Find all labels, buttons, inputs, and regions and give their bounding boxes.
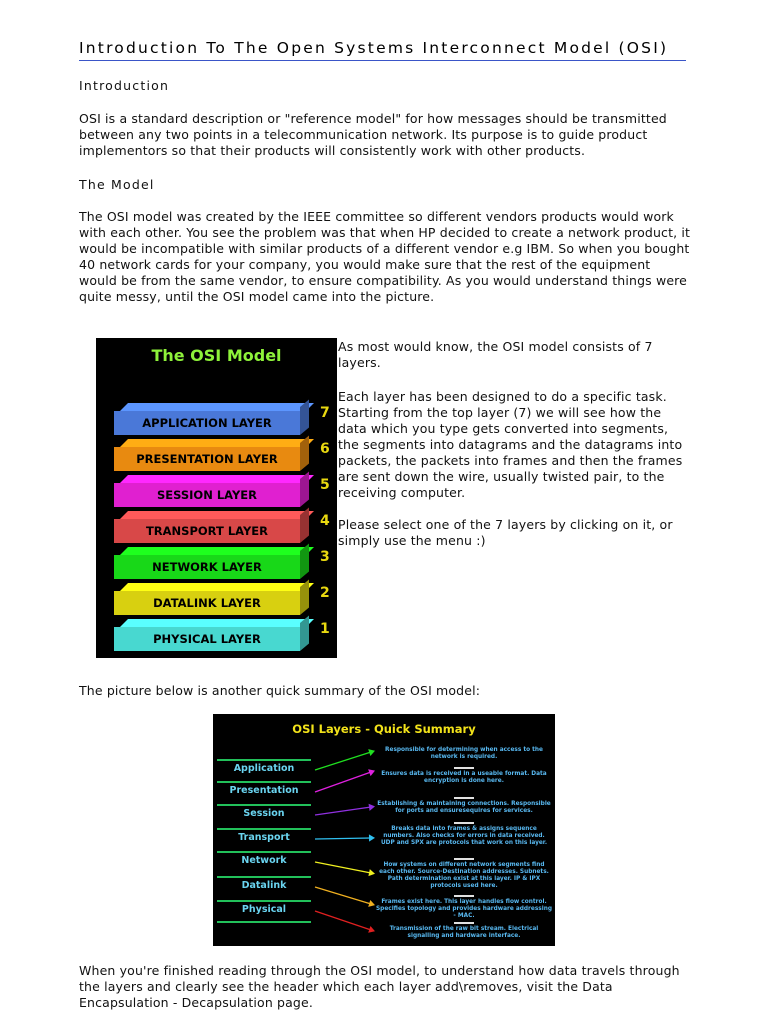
summary-description: Ensures data is received in a useable format. Data encryption is done here. <box>381 771 547 784</box>
summary-separator <box>454 767 474 769</box>
summary-arrow <box>315 807 371 815</box>
layer-side-face <box>300 543 309 579</box>
summary-separator <box>454 797 474 799</box>
summary-separator <box>454 922 474 924</box>
summary-layer-bar <box>217 921 311 923</box>
layer-label: PHYSICAL LAYER <box>114 627 300 651</box>
layer-label: DATALINK LAYER <box>114 591 300 615</box>
page-title: Introduction To The Open Systems Interconnect Model (OSI) <box>79 39 686 61</box>
osi-layer-application-layer[interactable] <box>114 405 330 433</box>
summary-arrow <box>315 887 371 904</box>
summary-caption: The picture below is another quick summary of the OSI model: <box>79 683 481 698</box>
layer-number: 2 <box>320 585 330 601</box>
osi-quick-summary-image <box>213 714 555 946</box>
summary-layer-bar <box>217 759 311 761</box>
summary-separator <box>454 858 474 860</box>
layer-side-face <box>300 435 309 471</box>
summary-separator <box>454 822 474 824</box>
summary-layer-physical: Physical <box>241 904 287 915</box>
osi-layer-datalink-layer[interactable] <box>114 585 330 613</box>
layer-label: SESSION LAYER <box>114 483 300 507</box>
osi-layer-session-layer[interactable] <box>114 477 330 505</box>
summary-layer-bar <box>217 876 311 878</box>
osi-model-image[interactable] <box>96 338 337 658</box>
osi-layer-network-layer[interactable] <box>114 549 330 577</box>
summary-layer-bar <box>217 900 311 902</box>
side-paragraph-2: Each layer has been designed to do a specific task. Starting from the top layer (7) we will see how the data which you type gets converted into segments, the segments into datagrams and the datagrams into packets, the packets into frames and then the frames are sent down the wire, usually twisted pair, to the receiving computer. <box>338 389 683 500</box>
summary-arrowhead <box>369 834 375 841</box>
summary-arrow <box>315 838 371 839</box>
side-paragraph-3: Please select one of the 7 layers by clicking on it, or simply use the menu :) <box>338 517 673 548</box>
layer-number: 3 <box>320 549 330 565</box>
summary-layer-presentation: Presentation <box>229 785 299 796</box>
intro-heading: Introduction <box>79 78 170 93</box>
summary-arrow <box>315 772 371 792</box>
layer-label: NETWORK LAYER <box>114 555 300 579</box>
summary-arrow <box>315 752 371 770</box>
layer-number: 7 <box>320 405 330 421</box>
summary-layer-session: Session <box>243 808 285 819</box>
summary-layer-bar <box>217 851 311 853</box>
layer-side-face <box>300 471 309 507</box>
summary-description: Breaks data into frames & assigns sequence numbers. Also checks for errors in data received. UDP and SPX are protocols that work on this layer. <box>380 826 548 846</box>
osi-layer-physical-layer[interactable] <box>114 621 330 649</box>
layer-side-face <box>300 507 309 543</box>
layer-label: PRESENTATION LAYER <box>114 447 300 471</box>
summary-separator <box>454 895 474 897</box>
layer-number: 1 <box>320 621 330 637</box>
closing-paragraph: When you're finished reading through the OSI model, to understand how data travels through the layers and clearly see the header which each layer add\removes, visit the Data Encapsulation - Decapsulation page. <box>79 963 680 1010</box>
summary-description: Frames exist here. This layer handles flow control. Specifies topology and provides hardware addressing - MAC. <box>376 899 552 919</box>
side-paragraph-1: As most would know, the OSI model consists of 7 layers. <box>338 339 653 370</box>
summary-description: Establishing & maintaining connections. Responsible for ports and ensuresequires for services. <box>377 801 551 814</box>
layer-side-face <box>300 399 309 435</box>
summary-layer-application: Application <box>233 763 295 774</box>
summary-arrowhead <box>368 869 375 876</box>
summary-description: How systems on different network segments find each other. Source-Destination addresses. Subnets. Path determination exist at this layer. IP & IPX protocols used here. <box>379 862 549 889</box>
layer-side-face <box>300 579 309 615</box>
summary-title: OSI Layers - Quick Summary <box>292 722 476 736</box>
summary-description: Responsible for determining when access to the network is required. <box>385 747 543 760</box>
summary-arrowhead <box>369 804 375 811</box>
summary-layer-transport: Transport <box>238 832 290 843</box>
summary-description: Transmission of the raw bit stream. Electrical signalling and hardware interface. <box>389 926 539 939</box>
layer-number: 4 <box>320 513 330 529</box>
summary-layer-bar <box>217 781 311 783</box>
model-heading: The Model <box>79 177 155 192</box>
osi-layer-transport-layer[interactable] <box>114 513 330 541</box>
osi-layer-presentation-layer[interactable] <box>114 441 330 469</box>
layer-side-face <box>300 615 309 651</box>
summary-arrow <box>315 862 371 873</box>
summary-layer-bar <box>217 804 311 806</box>
layer-label: TRANSPORT LAYER <box>114 519 300 543</box>
summary-layer-network: Network <box>241 855 287 866</box>
summary-layer-bar <box>217 828 311 830</box>
intro-paragraph: OSI is a standard description or "reference model" for how messages should be transmitted between any two points in a telecommunication network. Its purpose is to guide product implementors so that their products will consistently work with other products. <box>79 111 667 158</box>
summary-arrow <box>315 911 371 930</box>
layer-number: 5 <box>320 477 330 493</box>
osi-model-title: The OSI Model <box>151 346 282 365</box>
model-paragraph: The OSI model was created by the IEEE committee so different vendors products would work with each other. You see the problem was that when HP decided to create a network product, it would be incompatible with similar products of a different vendor e.g IBM. So when you bought 40 network cards for your company, you would make sure that the rest of the equipment would be from the same vendor, to ensure compatibility. As you would understand things were quite messy, until the OSI model came into the picture. <box>79 209 691 304</box>
summary-layer-datalink: Datalink <box>241 880 287 891</box>
layer-label: APPLICATION LAYER <box>114 411 300 435</box>
layer-number: 6 <box>320 441 330 457</box>
